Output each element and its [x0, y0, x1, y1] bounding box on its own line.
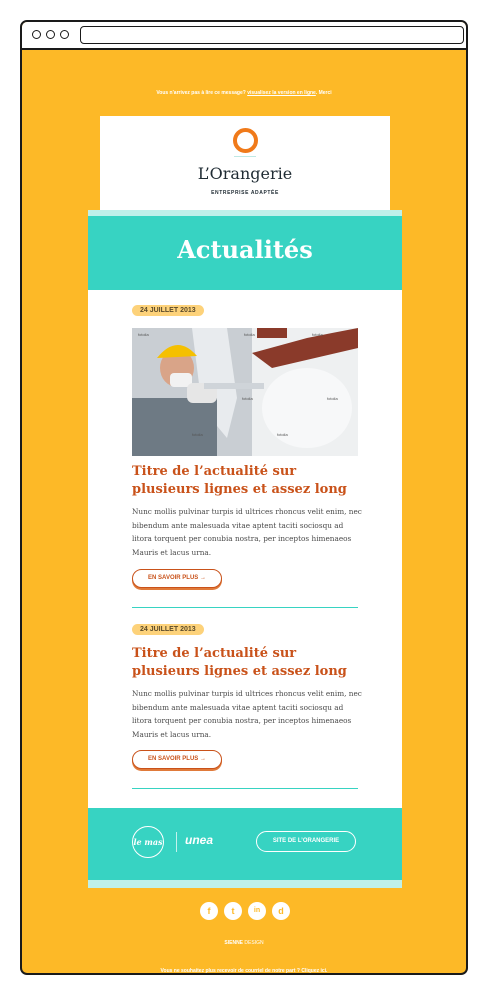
worker-photo-image: [132, 328, 358, 456]
credits: [22, 940, 466, 946]
article-divider: [132, 607, 358, 608]
viadeo-icon[interactable]: d: [272, 902, 290, 920]
unsubscribe-text: Vous ne souhaitez plus recevoir de courriel de notre part ?: [160, 968, 300, 974]
window-maximize-dot[interactable]: [60, 30, 69, 39]
watermark: fotolia: [244, 332, 255, 337]
preheader: Vous n'arrivez pas à lire ce message? visualisez la version en ligne. Merci: [156, 90, 332, 96]
site-orangerie-button[interactable]: SITE DE L’ORANGERIE: [256, 831, 356, 852]
unsubscribe-line: [22, 968, 466, 974]
credits-rest: DESIGN: [244, 940, 264, 946]
window-close-dot[interactable]: [32, 30, 41, 39]
preheader-text: Vous n'arrivez pas à lire ce message?: [156, 90, 246, 96]
logo-card: [100, 116, 390, 212]
article-1-title[interactable]: Titre de l’actualité sur plusieurs lignes et assez long: [132, 464, 347, 497]
orange-ring-logo-icon: [233, 128, 258, 153]
article-2-date-badge: 24 JUILLET 2013: [132, 624, 204, 635]
watermark: fotolia: [192, 432, 203, 437]
twitter-icon[interactable]: t: [224, 902, 242, 920]
footer-bottom-edge: [88, 880, 402, 888]
article-2-text: Nunc mollis pulvinar turpis id ultrices rhoncus velit enim, nec bibendum ante malesuada vitae aptent taciti sociosqu ad litora torquent per conubia nostra, per inceptos himenaeos Mauris et lacus urna.: [132, 689, 362, 739]
watermark: fotolia: [312, 332, 323, 337]
article-divider: [132, 788, 358, 789]
article-1-date-badge: 24 JUILLET 2013: [132, 305, 204, 316]
email-canvas: [22, 50, 466, 975]
unsubscribe-link[interactable]: Cliquez ici.: [301, 968, 328, 974]
watermark: fotolia: [138, 332, 149, 337]
facebook-icon[interactable]: f: [200, 902, 218, 920]
watermark: fotolia: [277, 432, 288, 437]
logo-separator: [176, 832, 177, 852]
browser-toolbar: [22, 22, 466, 50]
browser-window: [20, 20, 468, 975]
article-2-read-more-button[interactable]: EN SAVOIR PLUS →: [132, 750, 222, 769]
article-2-title[interactable]: Titre de l’actualité sur plusieurs lignes et assez long: [132, 646, 347, 679]
window-minimize-dot[interactable]: [46, 30, 55, 39]
article-1-text: Nunc mollis pulvinar turpis id ultrices rhoncus velit enim, nec bibendum ante malesuada vitae aptent taciti sociosqu ad litora torquent per conubia nostra, per inceptos himenaeos Mauris et lacus urna.: [132, 507, 362, 557]
brand-tagline: ENTREPRISE ADAPTÉE: [211, 190, 279, 196]
banner-title: Actualités: [177, 235, 313, 264]
logo-underline: [234, 156, 256, 157]
linkedin-icon[interactable]: in: [248, 902, 266, 920]
unea-logo[interactable]: unea: [185, 833, 214, 847]
article-1-read-more-button[interactable]: EN SAVOIR PLUS →: [132, 569, 222, 588]
credits-strong: SIENNE: [224, 940, 244, 946]
address-bar[interactable]: [80, 26, 464, 44]
brand-name: L’Orangerie: [197, 164, 293, 183]
le-mas-logo[interactable]: le mas: [132, 826, 164, 858]
preheader-tail: Merci: [318, 90, 332, 96]
article-1-photo[interactable]: [132, 328, 358, 456]
online-version-link[interactable]: visualisez la version en ligne: [247, 90, 316, 96]
watermark: fotolia: [327, 396, 338, 401]
watermark: fotolia: [242, 396, 253, 401]
